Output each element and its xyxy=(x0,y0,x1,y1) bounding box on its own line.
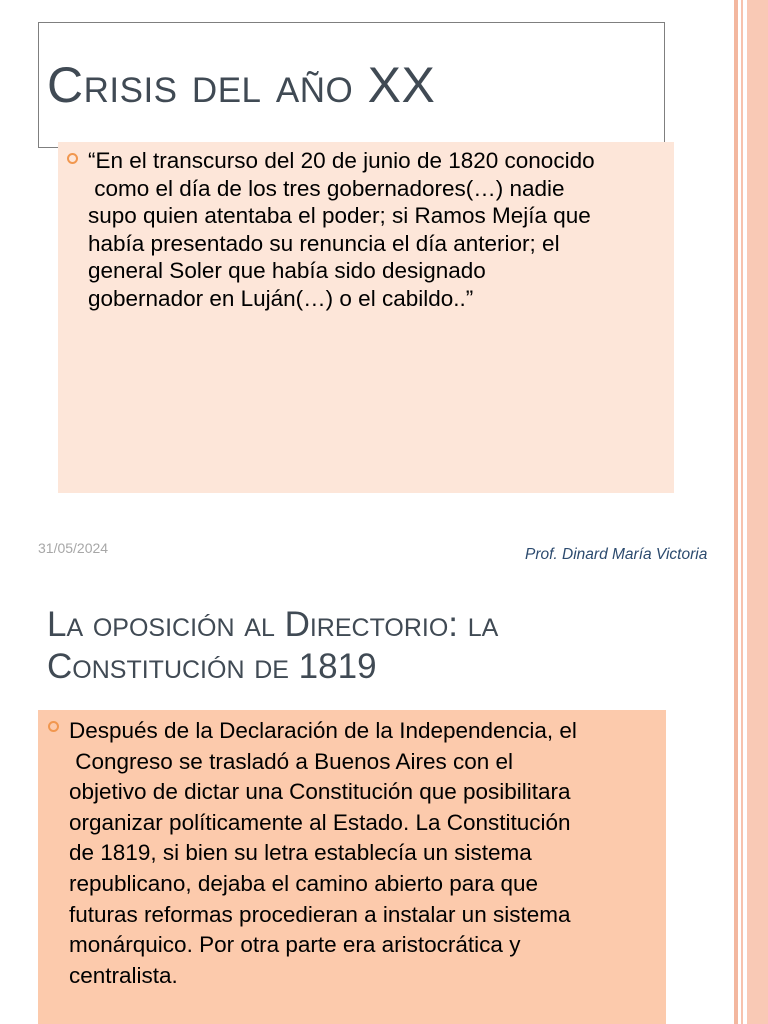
quote-line: supo quien atentaba el poder; si Ramos Mejía que xyxy=(88,203,591,228)
body-line: Congreso se trasladó a Buenos Aires con el xyxy=(69,748,514,774)
quote-line: gobernador en Luján(…) o el cabildo..” xyxy=(88,285,474,311)
bullet-icon xyxy=(67,153,78,164)
body-line: objetivo de dictar una Constitución que posibilitara xyxy=(69,779,571,805)
body-text xyxy=(69,716,577,991)
body-line: de 1819, si bien su letra establecía un sistema xyxy=(69,840,532,866)
quote-text xyxy=(88,147,595,312)
body-line: futuras reformas procedieran a instalar un sistema xyxy=(69,901,571,927)
bullet-icon xyxy=(48,721,59,732)
body-line: Después de la Declaración de la Independencia, el xyxy=(69,718,577,743)
quote-line: “En el transcurso del 20 de junio de 1820 conocido xyxy=(88,148,595,173)
body-line: organizar políticamente al Estado. La Constitución xyxy=(69,809,571,835)
body-line: republicano, dejaba el camino abierto para que xyxy=(69,870,539,896)
slide2-title-line: Constitución de 1819 xyxy=(47,647,377,686)
quote-line: como el día de los tres gobernadores(…) nadie xyxy=(88,175,565,201)
slide-date: 31/05/2024 xyxy=(38,540,109,556)
body-line: centralista. xyxy=(69,962,178,988)
quote-line: general Soler que había sido designado xyxy=(88,258,486,283)
slide2-title xyxy=(47,604,498,688)
decorative-stripe xyxy=(747,0,768,1024)
slide1-title: Crisis del año XX xyxy=(47,57,436,113)
quote-line: había presentado su renuncia el día anterior; el xyxy=(88,230,560,256)
body-line: monárquico. Por otra parte era aristocrática y xyxy=(69,932,521,958)
slide2-title-line: La oposición al Directorio: la xyxy=(47,605,499,644)
author-credit: Prof. Dinard María Victoria xyxy=(525,546,708,563)
